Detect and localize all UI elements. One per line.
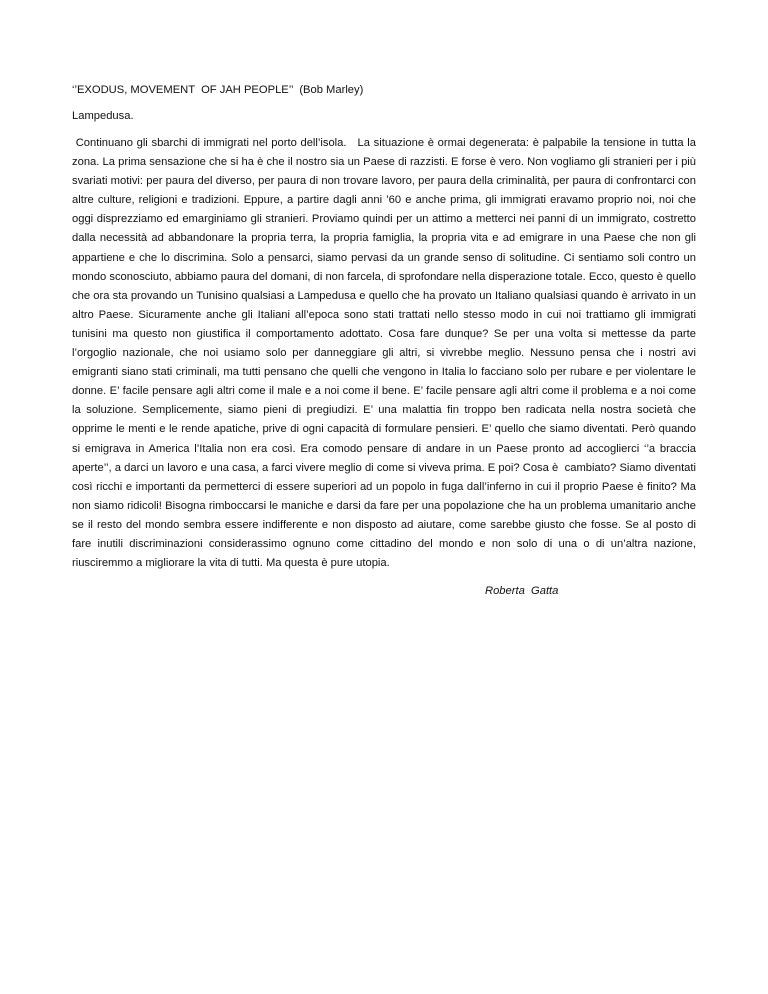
author-signature: Roberta Gatta	[485, 585, 559, 598]
dateline-place: Lampedusa.	[72, 110, 134, 122]
document-page	[72, 82, 700, 599]
document-title: ‘’EXODUS, MOVEMENT OF JAH PEOPLE’’ (Bob Marley)	[72, 84, 364, 96]
article-body: Continuano gli sbarchi di immigrati nel porto dell’isola. La situazione è ormai degenerata: è palpabile la tensione in tutta la zona. La prima sensazione che si ha è che il nostro sia un Paese di razzisti. E forse è vero. Non vogliamo gli stranieri per i più svariati motivi: per paura del diverso, per paura di non trovare lavoro, per paura della criminalità, per paura di confrontarci con altre culture, religioni e tradizioni. Eppure, a partire dagli anni ’60 e anche prima, gli immigrati eravamo proprio noi, noi che oggi disprezziamo ed emarginiamo gli stranieri. Proviamo quindi per un attimo a metterci nei panni di un immigrato, costretto dalla necessità ad abbandonare la propria terra, la propria famiglia, la propria vita e ad emigrare in una Paese che non gli appartiene e che lo discrimina. Solo a pensarci, siamo pervasi da un grande senso di solitudine. Ci sentiamo soli contro un mondo sconosciuto, abbiamo paura del domani, di non farcela, di sprofondare nella disperazione totale. Ecco, questo è quello che ora sta provando un Tunisino qualsiasi a Lampedusa e quello che ha provato un Italiano qualsiasi quando è arrivato in un altro Paese. Sicuramente anche gli Italiani all’epoca sono stati trattati nello stesso modo in cui noi trattiamo gli immigrati tunisini ma questo non giustifica il comportamento adottato. Cosa fare dunque? Se per una volta si mettesse da parte l’orgoglio nazionale, che noi usiamo solo per danneggiare gli altri, si vivrebbe meglio. Nessuno pensa che i nostri avi emigranti siano stati criminali, ma tutti pensano che quelli che vengono in Italia lo facciano solo per rubare e per violentare le donne. E’ facile pensare agli altri come il male e a noi come il bene. E’ facile pensare agli altri come il problema e a noi come la soluzione. Semplicemente, siamo pieni di pregiudizi. E’ una malattia fin troppo ben radicata nella nostra società che opprime le menti e le rende apatiche, prive di ogni capacità di formulare pensieri. E’ quello che siamo diventati. Però quando si emigrava in America l’Italia non era così. Era comodo pensare di andare in un Paese pronto ad accoglierci ‘’a braccia aperte’’, a darci un lavoro e una casa, a farci vivere meglio di come si viveva prima. E poi? Cosa è cambiato? Siamo diventati così ricchi e importanti da permetterci di essere superiori ad un popolo in fuga dall’inferno in cui il proprio Paese è finito? Ma non siamo ridicoli! Bisogna rimboccarsi le maniche e darsi da fare per una popolazione che ha un problema umanitario anche se il resto del mondo sembra essere indifferente e non disposto ad aiutare, come sarebbe giusto che fosse. Se al posto di fare inutili discriminazioni considerassimo ognuno come cittadino del mondo e non solo di una o di un’altra nazione, riusciremmo a migliorare la vita di tutti. Ma questa è pure utopia.	[72, 137, 700, 570]
